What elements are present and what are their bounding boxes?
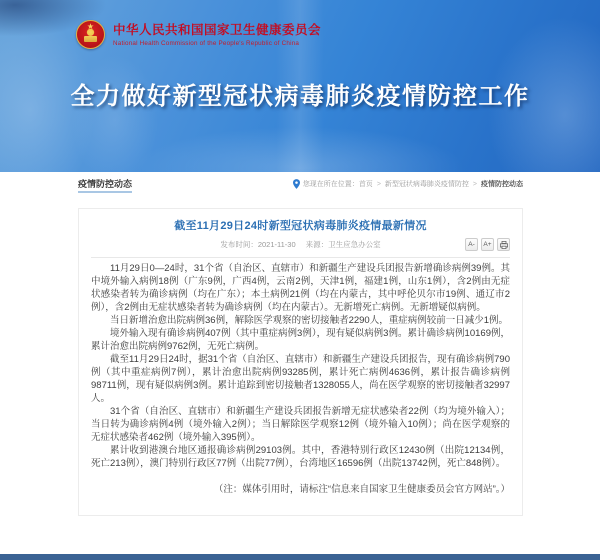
breadcrumb xyxy=(293,179,523,189)
breadcrumb-location-label: 您现在所在位置： xyxy=(302,181,359,188)
article-paragraph: 累计收到港澳台地区通报确诊病例29103例。其中，香港特别行政区12430例（出院12134例，死亡213例），澳门特别行政区77例（出院77例），台湾地区16596例（出院13742例，死亡848例）。 xyxy=(91,445,510,469)
source-label: 来源： xyxy=(305,240,329,249)
article-title: 截至11月29日24时新型冠状病毒肺炎疫情最新情况 xyxy=(174,220,427,232)
org-name-en: National Health Commission of the People's Republic of China xyxy=(113,39,300,47)
footer-bar xyxy=(0,554,600,560)
emblem-star-icon: ★ xyxy=(86,22,95,31)
article-toolbar xyxy=(462,238,510,251)
emblem-gate-icon xyxy=(84,36,97,42)
article-paragraph: 当日新增治愈出院病例36例，解除医学观察的密切接触者2290人，重症病例较前一日减少1例。 xyxy=(110,315,508,326)
article-paragraph: 11月29日0—24时，31个省（自治区、直辖市）和新疆生产建设兵团报告新增确诊病例39例。其中境外输入病例18例（广东9例，广西4例，云南2例，天津1例，福建1例，山东1例），含2例由无症状感染者转为确诊病例（均在广东）；本土病例21例（均在内蒙古，其中呼伦贝尔市19例、通辽市2例），含2例由无症状感染者转为确诊病例（均在内蒙古）。无新增死亡病例。无新增疑似病例。 xyxy=(91,263,510,313)
meta-divider xyxy=(91,257,510,258)
article-meta xyxy=(91,238,510,252)
print-button[interactable] xyxy=(497,238,510,251)
banner-title: 全力做好新型冠状病毒肺炎疫情防控工作 xyxy=(70,83,530,110)
article-meta-row xyxy=(91,238,510,252)
article-paragraph: 截至11月29日24时，据31个省（自治区、直辖市）和新疆生产建设兵团报告，现有确诊病例790例（其中重症病例7例），累计治愈出院病例93285例，累计死亡病例4636例，累计报告确诊病例98711例，现有疑似病例3例。累计追踪到密切接触者1328055人，尚在医学观察的密切接触者32997人。 xyxy=(91,354,510,404)
national-emblem-icon xyxy=(76,20,105,49)
article-body xyxy=(91,262,510,470)
org-name-cn: 中华人民共和国国家卫生健康委员会 xyxy=(113,22,322,37)
article-card xyxy=(78,208,523,516)
font-increase-button[interactable]: A+ xyxy=(481,238,494,251)
publish-date: 2021-11-30 xyxy=(257,240,296,249)
breadcrumb-section[interactable]: 新型冠状病毒肺炎疫情防控 xyxy=(384,181,469,188)
breadcrumb-separator: > xyxy=(376,180,381,188)
section-title: 疫情防控动态 xyxy=(78,179,133,189)
article-paragraph: 31个省（自治区、直辖市）和新疆生产建设兵团报告新增无症状感染者22例（均为境外输入）；当日转为确诊病例4例（境外输入2例）；当日解除医学观察12例（境外输入10例）；尚在医学观察的无症状感染者462例（境外输入395例）。 xyxy=(91,406,510,443)
printer-icon xyxy=(500,241,508,249)
publish-date-label: 发布时间： xyxy=(220,240,258,249)
logo-text xyxy=(113,23,321,47)
location-pin-icon xyxy=(293,179,300,189)
article-paragraph: 境外输入现有确诊病例407例（其中重症病例3例），现有疑似病例3例。累计确诊病例10169例，累计治愈出院病例9762例，无死亡病例。 xyxy=(91,328,510,352)
article-note: （注：媒体引用时，请标注“信息来自国家卫生健康委员会官方网站”。） xyxy=(213,484,510,495)
site-banner xyxy=(0,0,600,172)
section-title-underline xyxy=(78,191,132,193)
source-value: 卫生应急办公室 xyxy=(328,240,381,249)
font-decrease-button[interactable]: A- xyxy=(465,238,478,251)
breadcrumb-current: 疫情防控动态 xyxy=(481,181,523,188)
breadcrumb-bar xyxy=(0,172,600,205)
breadcrumb-separator: > xyxy=(472,180,477,188)
breadcrumb-home[interactable]: 首页 xyxy=(358,181,373,188)
site-logo[interactable] xyxy=(76,20,321,49)
